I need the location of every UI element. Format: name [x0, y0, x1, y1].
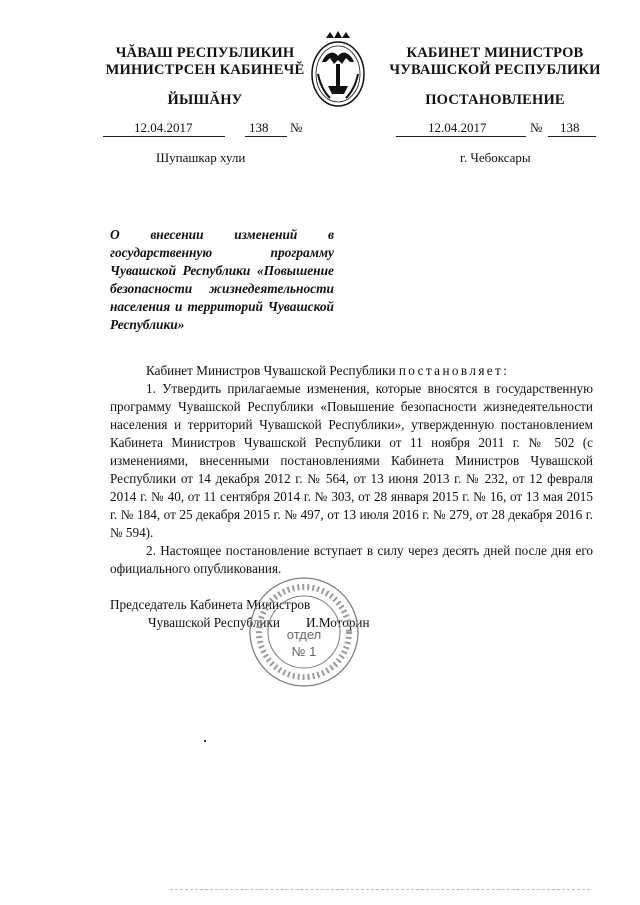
document-title: О внесении изменений в государственную программу Чувашской Республики «Повышение безопасности жизнедеятельности населения и территорий Чувашской Республики» — [110, 227, 334, 332]
intro-paragraph — [110, 362, 593, 380]
left-number: 138 — [249, 120, 269, 135]
right-number-line — [548, 136, 596, 137]
header-left-doc-type: ЙЫШĂНУ — [167, 92, 243, 108]
coat-of-arms-icon — [306, 28, 370, 110]
header-right-line1: КАБИНЕТ МИНИСТРОВ — [406, 45, 584, 61]
left-city: Шупашкар хули — [156, 150, 246, 165]
scan-mark — [204, 740, 206, 742]
intro-text: Кабинет Министров Чувашской Республики — [146, 363, 396, 378]
stamp-center-line1: отдел — [286, 627, 322, 642]
signature-line1: Председатель Кабинета Министров — [110, 597, 311, 612]
header-right-line2: ЧУВАШСКОЙ РЕСПУБЛИКИ — [389, 62, 601, 78]
header-left-line1: ЧĂВАШ РЕСПУБЛИКИН — [115, 45, 295, 61]
left-date-line — [103, 136, 225, 137]
signature-line2: Чувашской Республики — [148, 615, 280, 630]
document-body — [110, 362, 593, 578]
item-1-paragraph: 1. Утвердить прилагаемые изменения, которые вносятся в государственную программу Чувашской Республики «Повышение безопасности жизнедеятельности населения и территорий Чувашской Республики», утвержденную постановлением Кабинета Министров Чувашской Республики от 11 ноября 2011 г. № 502 (с изменениями, внесенными постановлениями Кабинета Министров Чувашской Республики от 14 декабря 2012 г. № 564, от 13 июня 2013 г. № 232, от 12 февраля 2014 г. № 40, от 11 сентября 2014 г. № 303, от 28 января 2015 г. № 16, от 13 мая 2015 г. № 184, от 25 декабря 2015 г. № 497, от 13 июля 2016 г. № 279, от 28 декабря 2016 г. № 594). — [110, 381, 593, 540]
signature-name: И.Моторин — [306, 615, 370, 630]
bottom-scan-artifact — [170, 888, 590, 890]
intro-verb: постановляет: — [398, 363, 510, 378]
header-right-doc-type: ПОСТАНОВЛЕНИЕ — [425, 92, 565, 108]
left-number-sign: № — [290, 120, 303, 135]
left-date: 12.04.2017 — [134, 120, 193, 135]
right-date-line — [396, 136, 526, 137]
stamp-center-line2: № 1 — [291, 644, 317, 659]
left-number-line — [245, 136, 287, 137]
right-number-sign: № — [530, 120, 543, 135]
right-number: 138 — [560, 120, 580, 135]
right-city: г. Чебоксары — [460, 150, 531, 165]
header-left-line2: МИНИСТРСЕН КАБИНЕЧĔ — [105, 62, 305, 78]
right-date: 12.04.2017 — [428, 120, 487, 135]
item-2-paragraph: 2. Настоящее постановление вступает в силу через десять дней после дня его официального опубликования. — [110, 543, 593, 576]
